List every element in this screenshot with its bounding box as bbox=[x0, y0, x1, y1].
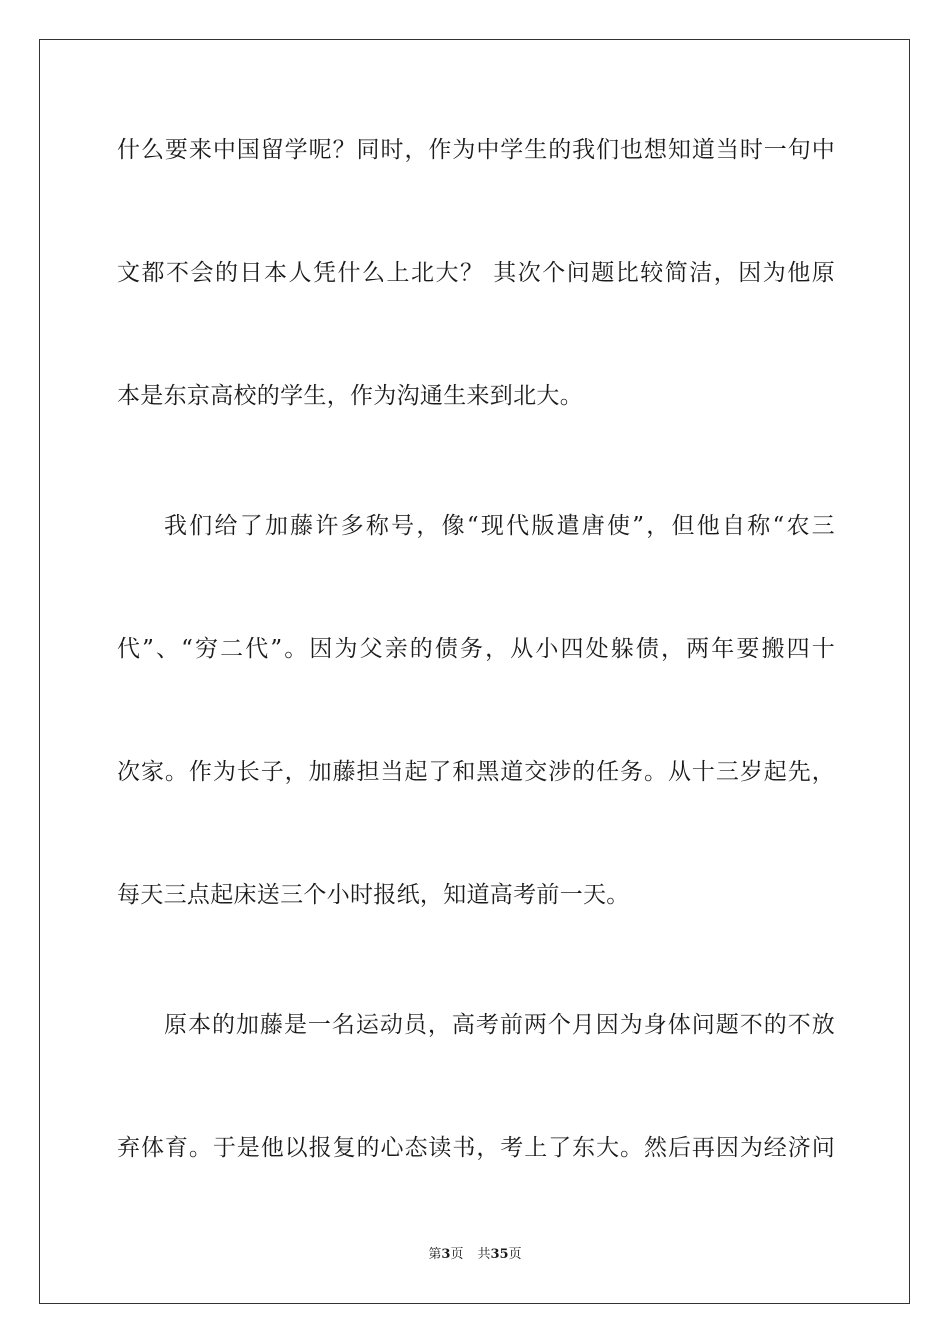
paragraph-line: 原本的加藤是一名运动员，高考前两个月因为身体问题不的不放 bbox=[164, 1012, 835, 1038]
page-border bbox=[39, 39, 910, 1304]
paragraph-line: 代”、“穷二代”。因为父亲的债务，从小四处躲债，两年要搬四十 bbox=[117, 636, 835, 662]
paragraph-line: 本是东京高校的学生，作为沟通生来到北大。 bbox=[117, 383, 583, 409]
page-suffix: 页 bbox=[450, 1247, 464, 1262]
paragraph-line: 次家。作为长子，加藤担当起了和黑道交涉的任务。从十三岁起先， bbox=[117, 759, 835, 785]
page-footer bbox=[0, 1246, 950, 1264]
paragraph-line: 弃体育。于是他以报复的心态读书，考上了东大。然后再因为经济问 bbox=[117, 1135, 835, 1161]
total-prefix: 共 bbox=[477, 1247, 491, 1262]
page-number: 3 bbox=[441, 1247, 451, 1262]
total-suffix: 页 bbox=[508, 1247, 522, 1262]
paragraph-line: 每天三点起床送三个小时报纸，知道高考前一天。 bbox=[117, 882, 630, 908]
paragraph-line: 什么要来中国留学呢？同时，作为中学生的我们也想知道当时一句中 bbox=[117, 137, 835, 163]
total-pages: 35 bbox=[490, 1247, 509, 1262]
paragraph-line: 文都不会的日本人凭什么上北大？ 其次个问题比较简洁，因为他原 bbox=[117, 260, 835, 286]
paragraph-line: 我们给了加藤许多称号，像“现代版遣唐使”，但他自称“农三 bbox=[164, 513, 835, 539]
page-prefix: 第 bbox=[428, 1247, 442, 1262]
